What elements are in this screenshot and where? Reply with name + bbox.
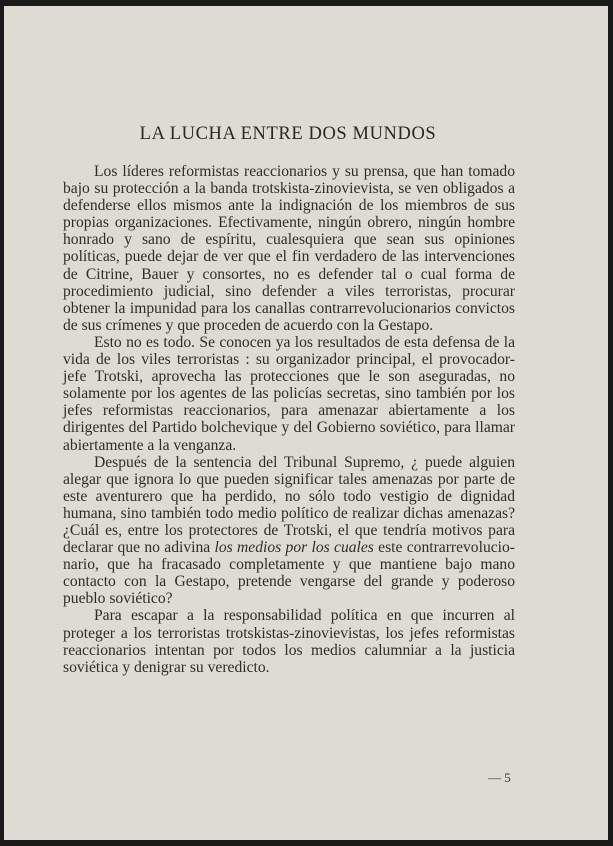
paragraph-4: Para escapar a la responsabilidad política en que incurren al proteger a los terroristas trotskistas-zinovievistas, los jefes reformistas reaccionarios intentan por todos los medios calumniar a la justicia soviética y denigrar su veredicto. xyxy=(63,607,515,676)
paragraph-2: Esto no es todo. Se conocen ya los resultados de esta defensa de la vida de los viles terroristas : su organizador principal, el provocador-jefe Trotski, aprovecha las protecciones que le son aseguradas, no solamente por los agentes de las policías secretas, sino también por los jefes reformistas reaccionarios, para amenazar abiertamente a los dirigentes del Partido bolchevique y del Gobierno soviético, para llamar abiertamente a la venganza. xyxy=(63,333,515,454)
paragraph-1: Los líderes reformistas reaccionarios y su prensa, que han tomado bajo su protección a la banda trotskista-zinovievista, se ven obligados a defenderse ellos mismos ante la indignación de los miembros de sus propias organizaciones. Efectivamente, ningún obrero, ningún hombre honrado y sano de espíritu, cualesquiera que sean sus opiniones políticas, puede dejar de ver que el fin verdadero de las intervenciones de Citrine, Bauer y consortes, no es defender tal o cual forma de procedimiento judicial, sino defender a viles terroristas, procurar obtener la impunidad para los canallas contrarrevolucionarios convictos de sus crímenes y que proceden de acuerdo con la Gestapo. xyxy=(63,163,515,334)
body-text xyxy=(63,163,515,676)
document-page xyxy=(4,6,608,840)
paragraph-3-italic-phrase: los medios por los cuales xyxy=(214,539,374,557)
chapter-title: LA LUCHA ENTRE DOS MUNDOS xyxy=(139,124,437,144)
page-number: — 5 xyxy=(488,770,511,785)
paragraph-3 xyxy=(63,454,515,608)
paragraph-3-text-end: este contrarrevolucionario, que ha fracasado completamente y que mantiene bajo mano contacto con la Gestapo, pretende vengarse del grande y poderoso pueblo soviético? xyxy=(63,539,515,608)
paragraph-3-text-start: Después de la sentencia del Tribunal Supremo, ¿ puede alguien alegar que ignora lo que pueden significar tales amenazas por parte de este aventurero que ha perdido, no sólo todo vestigio de dignidad humana, sino también todo medio político de realizar dichas amenazas? ¿Cuál es, entre los protectores de Trotski, el que tendría motivos para declarar que no adivina xyxy=(63,453,515,557)
